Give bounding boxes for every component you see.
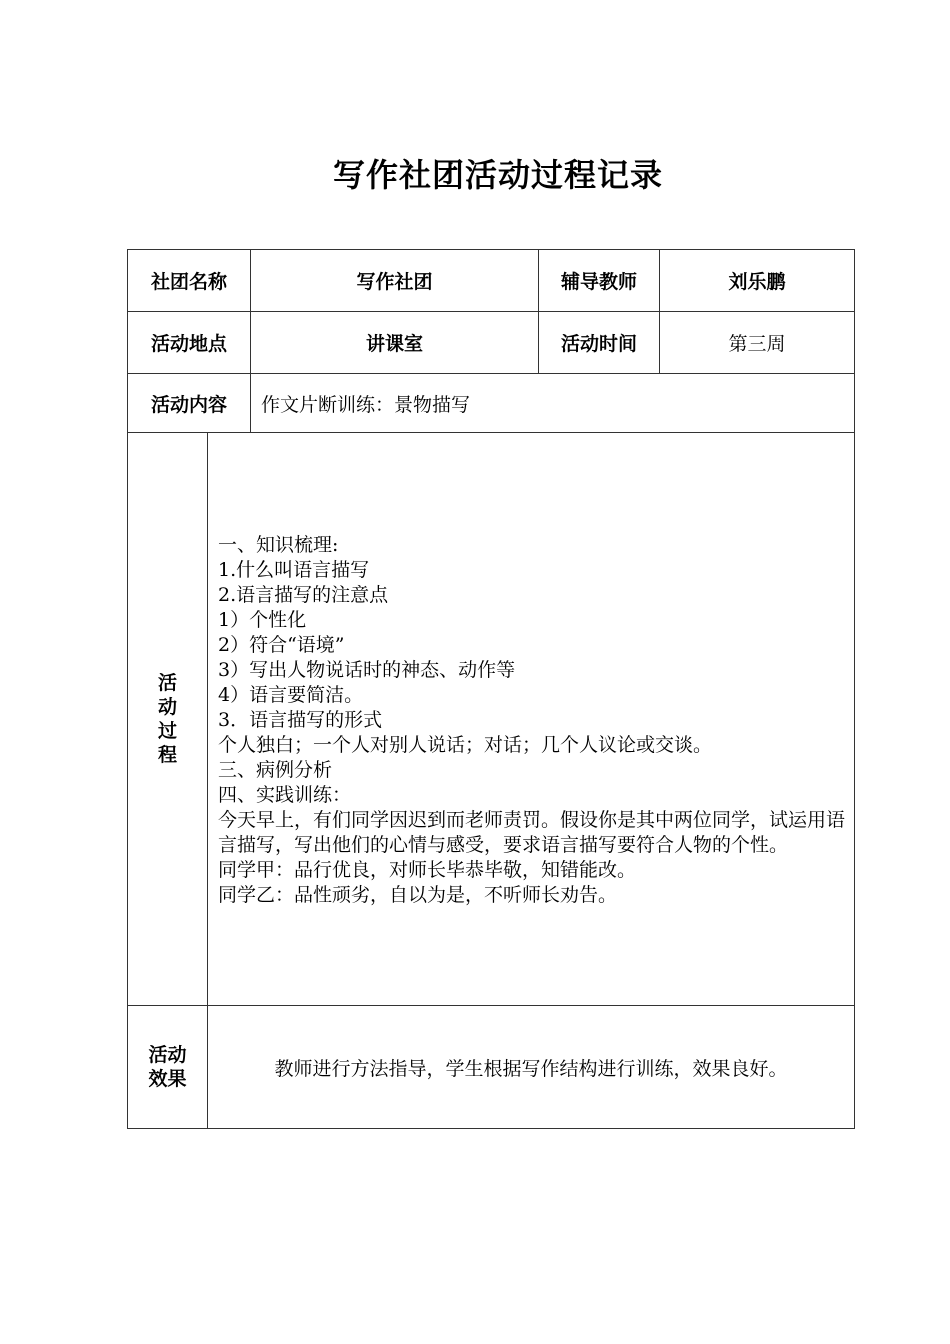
row-effect [128,1006,855,1129]
row-location [128,312,855,374]
row-content [128,374,855,433]
row-club [128,250,855,312]
club-name-label: 社团名称 [128,250,251,312]
row-process [128,433,855,1006]
process-line: 同学甲：品行优良，对师长毕恭毕敬，知错能改。 [218,859,637,881]
process-line: 今天早上，有们同学因迟到而老师责罚。假设你是其中两位同学，试运用语言描写，写出他们的心情与感受，要求语言描写要符合人物的个性。 [218,809,846,856]
process-content [208,433,855,1006]
effect-label [128,1006,208,1129]
process-line: 1.什么叫语言描写 [218,559,370,581]
process-line: 个人独白；一个人对别人说话；对话；几个人议论或交谈。 [218,734,713,756]
process-line: 3）写出人物说话时的神态、动作等 [218,659,516,681]
teacher-label: 辅导教师 [539,250,660,312]
page-title: 写作社团活动过程记录 [332,156,663,194]
content-label: 活动内容 [128,374,251,433]
process-line: 3．语言描写的形式 [218,709,383,731]
process-line: 2）符合“语境” [218,634,345,656]
process-line: 三、病例分析 [218,759,333,781]
time-label: 活动时间 [539,312,660,374]
process-line: 四、实践训练： [218,784,352,806]
effect-value: 教师进行方法指导，学生根据写作结构进行训练，效果良好。 [208,1006,855,1129]
process-label-char: 活 [157,672,177,694]
process-line: 4）语言要简洁。 [218,684,364,706]
location-label: 活动地点 [128,312,251,374]
process-label-char: 过 [157,720,177,742]
teacher-value: 刘乐鹏 [660,250,855,312]
process-line: 2.语言描写的注意点 [218,584,389,606]
time-value: 第三周 [660,312,855,374]
activity-record-table [127,249,855,1129]
process-label-char: 程 [157,744,177,766]
process-line: 1）个性化 [218,609,307,631]
effect-label-line: 活动 [148,1044,187,1066]
process-label-char: 动 [157,696,177,718]
location-value: 讲课室 [251,312,539,374]
process-line: 一、知识梳理: [218,534,339,556]
effect-label-line: 效果 [148,1068,187,1090]
club-name-value: 写作社团 [251,250,539,312]
process-label [128,433,208,1006]
content-value: 作文片断训练：景物描写 [251,374,855,433]
process-line: 同学乙：品性顽劣，自以为是，不听师长劝告。 [218,884,618,906]
